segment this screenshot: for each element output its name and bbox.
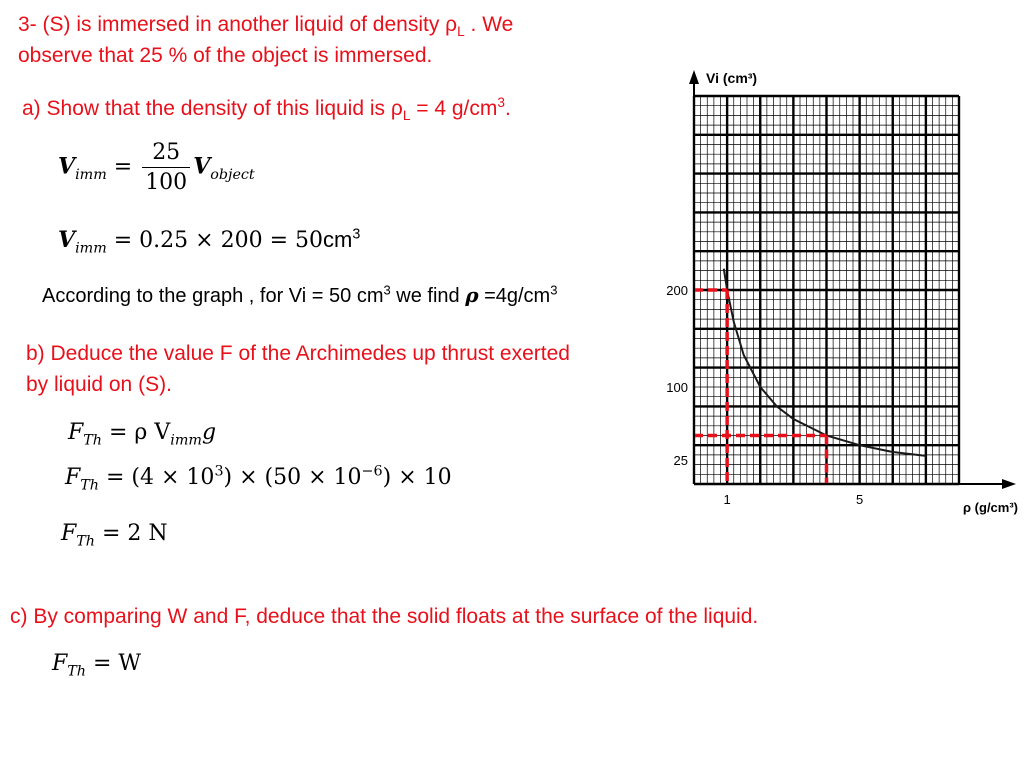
x-tick-label: 5	[856, 492, 864, 507]
part-c-title: c) By comparing W and F, deduce that the solid floats at the surface of the liquid.	[10, 605, 759, 628]
y-tick-label: 100	[666, 380, 688, 395]
x-axis-label: ρ (g/cm³)	[963, 500, 1018, 515]
according-to-graph-text: According to the graph , for Vi = 50 $cm^3$ we find $\rho =4g/cm^3$	[42, 282, 558, 307]
equation-f-th-substitution: $F_{Th} = (4 \times 10^3) \times (50 \times 10^{-6}) \times 10$	[65, 463, 452, 494]
density-volume-graph	[650, 60, 1024, 530]
fraction: $\frac{25}{100}$	[142, 140, 190, 195]
x-axis-arrow	[1002, 479, 1016, 489]
question-3-line1: 3- (S) is immersed in another liquid of density $\rho_L$ . We	[18, 13, 514, 40]
question-3-line2: observe that 25 % of the object is immersed.	[18, 44, 433, 67]
part-b-title: b) Deduce the value F of the Archimedes up thrust exerted by liquid on (S).	[26, 342, 570, 396]
y-axis-label: Vi (cm³)	[706, 70, 758, 86]
part-a-title: a) Show that the density of this liquid is $\rho_L = 4$ $g/cm^3$.	[22, 95, 511, 124]
y-tick-label: 200	[666, 283, 688, 298]
y-axis-arrow	[689, 70, 699, 84]
equation-v-imm-value: $V_{imm} = 0.25 \times 200 = 50cm^3$	[58, 226, 361, 257]
equation-f-th-equals-w: $F_{Th} = W$	[52, 651, 142, 680]
question-3	[18, 9, 638, 71]
curve-layer	[724, 269, 926, 456]
y-tick-label: 25	[673, 452, 688, 468]
axis-labels	[666, 70, 1018, 515]
equation-f-th-result: $F_{Th} = 2$ N	[61, 521, 168, 550]
equation-v-imm-fraction: $V_{imm}$ = $\frac{25}{100}$ $V_{object}$	[58, 140, 255, 195]
equation-f-th-formula: $F_{Th} = \rho$ $V_{imm}g$	[68, 420, 217, 449]
curve-line	[724, 269, 926, 456]
x-tick-label: 1	[723, 492, 731, 507]
